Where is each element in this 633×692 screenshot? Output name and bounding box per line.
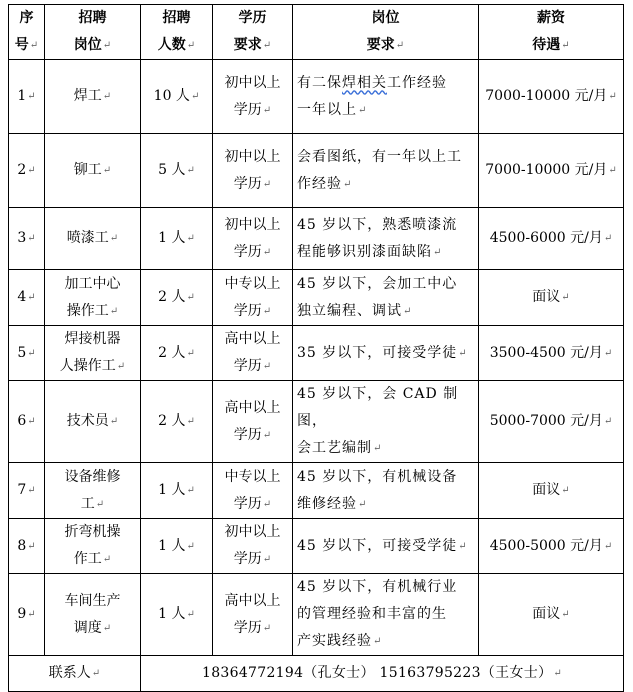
table-row <box>9 519 624 574</box>
cell-requirement: 有二保焊相关工作经验 一年以上 ↵ <box>293 60 479 134</box>
contact-row <box>9 656 624 692</box>
cell-count: 2 人 ↵ <box>141 270 213 326</box>
cell-position: 焊工 ↵ <box>45 60 141 134</box>
cell-position: 铆工 ↵ <box>45 134 141 208</box>
cell-seq: 7 ↵ <box>9 463 45 519</box>
cell-count: 2 人 ↵ <box>141 381 213 463</box>
cell-requirement: 45 岁以下，会加工中心 独立编程、调试 ↵ <box>293 270 479 326</box>
recruitment-table <box>8 4 624 692</box>
cell-count: 1 人 ↵ <box>141 463 213 519</box>
cell-seq: 1 ↵ <box>9 60 45 134</box>
header-row <box>9 5 624 60</box>
cell-position: 技术员 ↵ <box>45 381 141 463</box>
cell-position: 焊接机器 人操作工 ↵ <box>45 326 141 381</box>
cell-education: 高中以上 学历 ↵ <box>213 381 293 463</box>
cell-requirement: 45 岁以下，可接受学徒 ↵ <box>293 519 479 574</box>
cell-requirement: 45 岁以下，熟悉喷漆流 程能够识别漆面缺陷 ↵ <box>293 208 479 270</box>
header-education: 学历 要求 ↵ <box>213 5 293 60</box>
cell-education: 中专以上 学历 ↵ <box>213 463 293 519</box>
cell-education: 初中以上 学历 ↵ <box>213 519 293 574</box>
cell-position: 设备维修 工 ↵ <box>45 463 141 519</box>
table-row <box>9 134 624 208</box>
cell-requirement: 会看图纸，有一年以上工 作经验 ↵ <box>293 134 479 208</box>
cell-position: 折弯机操 作工 ↵ <box>45 519 141 574</box>
cell-count: 10 人 ↵ <box>141 60 213 134</box>
cell-education: 中专以上 学历 ↵ <box>213 270 293 326</box>
cell-count: 5 人 ↵ <box>141 134 213 208</box>
cell-education: 初中以上 学历 ↵ <box>213 60 293 134</box>
cell-salary: 7000-10000 元/月 ↵ <box>479 60 624 134</box>
contact-label: 联系人 ↵ <box>9 656 141 692</box>
header-position: 招聘 岗位 ↵ <box>45 5 141 60</box>
cell-count: 1 人 ↵ <box>141 208 213 270</box>
cell-salary: 4500-5000 元/月 ↵ <box>479 519 624 574</box>
cell-salary: 4500-6000 元/月 ↵ <box>479 208 624 270</box>
cell-seq: 4 ↵ <box>9 270 45 326</box>
table-row <box>9 326 624 381</box>
cell-salary: 3500-4500 元/月 ↵ <box>479 326 624 381</box>
table-row <box>9 381 624 463</box>
header-seq: 序 号 ↵ <box>9 5 45 60</box>
cell-salary: 面议 ↵ <box>479 463 624 519</box>
cell-position: 车间生产 调度 ↵ <box>45 574 141 656</box>
cell-seq: 5 ↵ <box>9 326 45 381</box>
cell-salary: 7000-10000 元/月 ↵ <box>479 134 624 208</box>
cell-count: 2 人 ↵ <box>141 326 213 381</box>
cell-education: 高中以上 学历 ↵ <box>213 326 293 381</box>
cell-requirement: 45 岁以下，会 CAD 制图， 会工艺编制 ↵ <box>293 381 479 463</box>
table-row <box>9 463 624 519</box>
cell-requirement: 45 岁以下，有机械设备 维修经验 ↵ <box>293 463 479 519</box>
cell-education: 初中以上 学历 ↵ <box>213 208 293 270</box>
cell-seq: 8 ↵ <box>9 519 45 574</box>
cell-seq: 2 ↵ <box>9 134 45 208</box>
contact-phones: 18364772194（孔女士） 15163795223（王女士） ↵ <box>141 656 624 692</box>
cell-count: 1 人 ↵ <box>141 574 213 656</box>
header-salary: 薪资 待遇 ↵ <box>479 5 624 60</box>
cell-requirement: 35 岁以下，可接受学徒 ↵ <box>293 326 479 381</box>
header-requirement: 岗位 要求 ↵ <box>293 5 479 60</box>
cell-seq: 6 ↵ <box>9 381 45 463</box>
table-row <box>9 270 624 326</box>
table-row <box>9 208 624 270</box>
cell-education: 初中以上 学历 ↵ <box>213 134 293 208</box>
table-row <box>9 60 624 134</box>
cell-position: 喷漆工 ↵ <box>45 208 141 270</box>
cell-position: 加工中心 操作工 ↵ <box>45 270 141 326</box>
cell-education: 高中以上 学历 ↵ <box>213 574 293 656</box>
cell-salary: 面议 ↵ <box>479 574 624 656</box>
cell-seq: 9 ↵ <box>9 574 45 656</box>
cell-seq: 3 ↵ <box>9 208 45 270</box>
cell-requirement: 45 岁以下，有机械行业 的管理经验和丰富的生 产实践经验 ↵ <box>293 574 479 656</box>
cell-count: 1 人 ↵ <box>141 519 213 574</box>
table-row <box>9 574 624 656</box>
cell-salary: 面议 ↵ <box>479 270 624 326</box>
header-count: 招聘 人数 ↵ <box>141 5 213 60</box>
cell-salary: 5000-7000 元/月 ↵ <box>479 381 624 463</box>
